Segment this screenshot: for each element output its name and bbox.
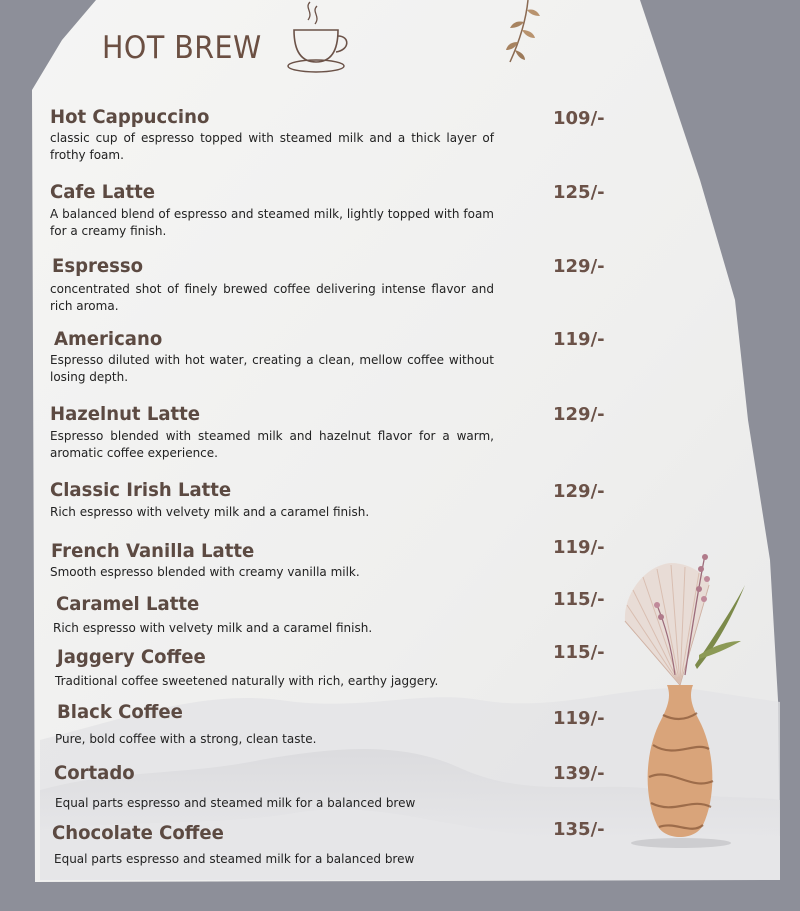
coffee-cup-icon <box>284 0 354 76</box>
item-name: Hot Cappuccino <box>50 106 210 128</box>
item-name: Chocolate Coffee <box>52 822 224 844</box>
item-name: Americano <box>54 328 163 350</box>
item-name: Espresso <box>52 255 144 277</box>
item-price: 109/- <box>553 108 605 129</box>
item-name: Cortado <box>54 762 135 784</box>
item-price: 115/- <box>553 642 605 663</box>
item-description: Traditional coffee sweetened naturally with rich, earthy jaggery. <box>55 674 439 688</box>
item-price: 119/- <box>553 329 605 350</box>
item-name: Cafe Latte <box>50 181 155 203</box>
item-description: A balanced blend of espresso and steamed milk, lightly topped with foam for a creamy finish. <box>50 207 494 238</box>
item-description: Espresso blended with steamed milk and hazelnut flavor for a warm, aromatic coffee experience. <box>50 429 494 460</box>
item-price: 119/- <box>553 537 605 558</box>
item-price: 115/- <box>553 589 605 610</box>
item-name: Caramel Latte <box>56 593 200 615</box>
item-price: 129/- <box>553 256 605 277</box>
item-price: 135/- <box>553 819 605 840</box>
item-price: 119/- <box>553 708 605 729</box>
item-price: 139/- <box>553 763 605 784</box>
item-name: French Vanilla Latte <box>51 540 255 562</box>
item-description: Equal parts espresso and steamed milk for a balanced brew <box>54 852 415 866</box>
menu-title: HOT BREW <box>102 30 262 66</box>
item-price: 129/- <box>553 404 605 425</box>
item-description: Pure, bold coffee with a strong, clean taste. <box>55 732 317 746</box>
item-description: concentrated shot of finely brewed coffee delivering intense flavor and rich aroma. <box>50 282 494 313</box>
item-description: Smooth espresso blended with creamy vanilla milk. <box>50 565 360 579</box>
item-name: Hazelnut Latte <box>50 403 201 425</box>
item-name: Black Coffee <box>57 701 183 723</box>
item-price: 129/- <box>553 481 605 502</box>
item-name: Jaggery Coffee <box>57 646 206 668</box>
item-description: Espresso diluted with hot water, creating a clean, mellow coffee without losing depth. <box>50 353 494 384</box>
dried-sprig-icon <box>500 0 550 70</box>
item-description: Rich espresso with velvety milk and a caramel finish. <box>53 621 373 635</box>
item-description: Equal parts espresso and steamed milk for a balanced brew <box>55 796 416 810</box>
dried-flower-vase-icon <box>605 545 765 865</box>
item-name: Classic Irish Latte <box>50 479 232 501</box>
item-price: 125/- <box>553 182 605 203</box>
item-description: classic cup of espresso topped with steamed milk and a thick layer of frothy foam. <box>50 131 494 162</box>
item-description: Rich espresso with velvety milk and a caramel finish. <box>50 505 370 519</box>
